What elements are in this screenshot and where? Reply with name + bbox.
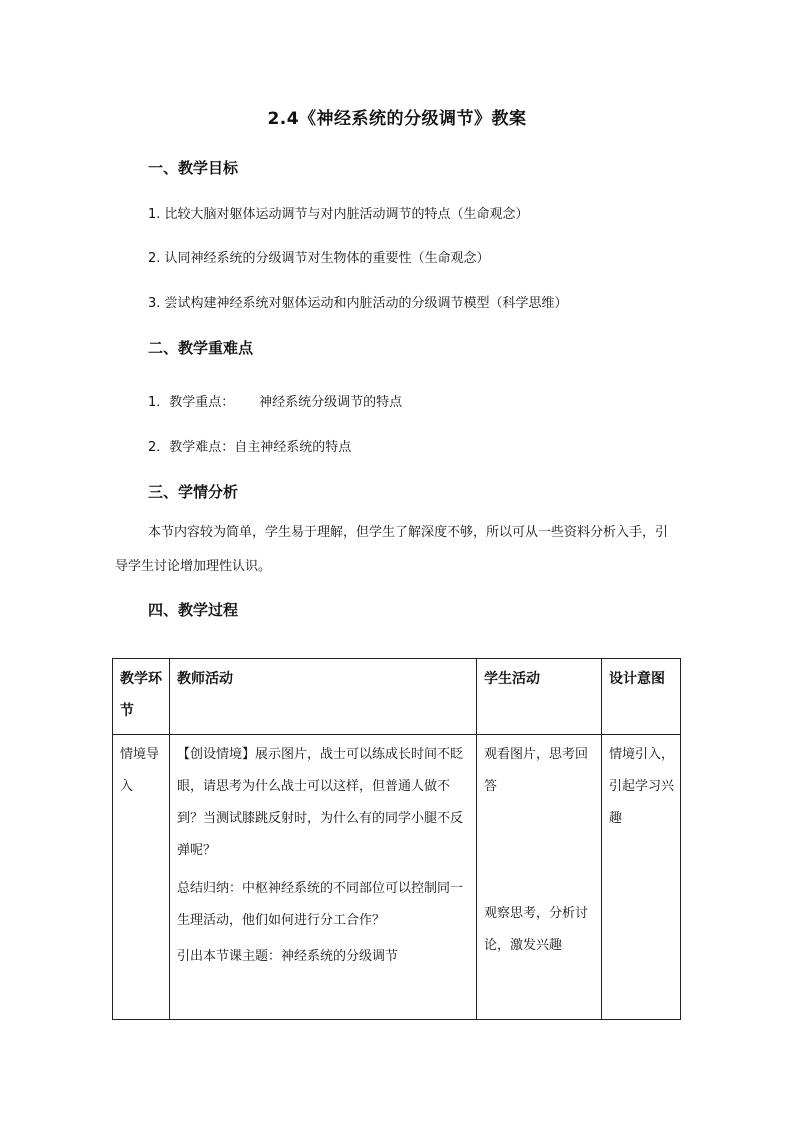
difficulty-point: 2．教学难点：自主神经系统的特点 bbox=[148, 440, 352, 455]
cell-student-activity bbox=[477, 735, 602, 1020]
header-stage: 教学环节 bbox=[113, 659, 170, 735]
key-point: 1．教学重点： 神经系统分级调节的特点 bbox=[148, 395, 403, 410]
goal-item-2: 2. 认同神经系统的分级调节对生物体的重要性（生命观念） bbox=[148, 251, 490, 266]
header-design-intent: 设计意图 bbox=[602, 659, 681, 735]
student-activity-2: 观察思考，分析讨论，激发兴趣 bbox=[484, 906, 589, 953]
header-student-activity: 学生活动 bbox=[477, 659, 602, 735]
student-analysis-paragraph: 本节内容较为简单，学生易于理解，但学生了解深度不够，所以可从一些资料分析入手，引导学生讨论增加理性认识。 bbox=[115, 525, 669, 574]
header-teacher-activity: 教师活动 bbox=[170, 659, 477, 735]
cell-design-intent: 情境引入，引起学习兴趣 bbox=[602, 735, 681, 1020]
cell-stage: 情境导入 bbox=[113, 735, 170, 1020]
table-header-row bbox=[113, 659, 681, 735]
teacher-activity-2: 总结归纳：中枢神经系统的不同部位可以控制同一生理活动，他们如何进行分工合作？ bbox=[177, 881, 464, 928]
teacher-activity-3: 引出本节课主题：神经系统的分级调节 bbox=[177, 949, 399, 964]
student-activity-1: 观看图片，思考回答 bbox=[484, 747, 589, 794]
document-title: 2.4《神经系统的分级调节》教案 bbox=[267, 109, 527, 129]
heading-teaching-goals: 一、教学目标 bbox=[148, 159, 239, 177]
heading-key-points: 二、教学重难点 bbox=[148, 339, 254, 357]
table-row bbox=[113, 735, 681, 1020]
heading-student-analysis: 三、学情分析 bbox=[148, 483, 239, 501]
goal-item-1: 1. 比较大脑对躯体运动调节与对内脏活动调节的特点（生命观念） bbox=[148, 207, 529, 222]
teaching-process-table bbox=[112, 658, 681, 1020]
heading-teaching-process: 四、教学过程 bbox=[148, 601, 239, 619]
cell-teacher-activity bbox=[170, 735, 477, 1020]
teacher-activity-1: 【创设情境】展示图片，战士可以练成长时间不眨眼，请思考为什么战士可以这样，但普通人做不到？当测试膝跳反射时，为什么有的同学小腿不反弹呢？ bbox=[177, 747, 464, 858]
goal-item-3: 3. 尝试构建神经系统对躯体运动和内脏活动的分级调节模型（科学思维） bbox=[148, 296, 568, 311]
